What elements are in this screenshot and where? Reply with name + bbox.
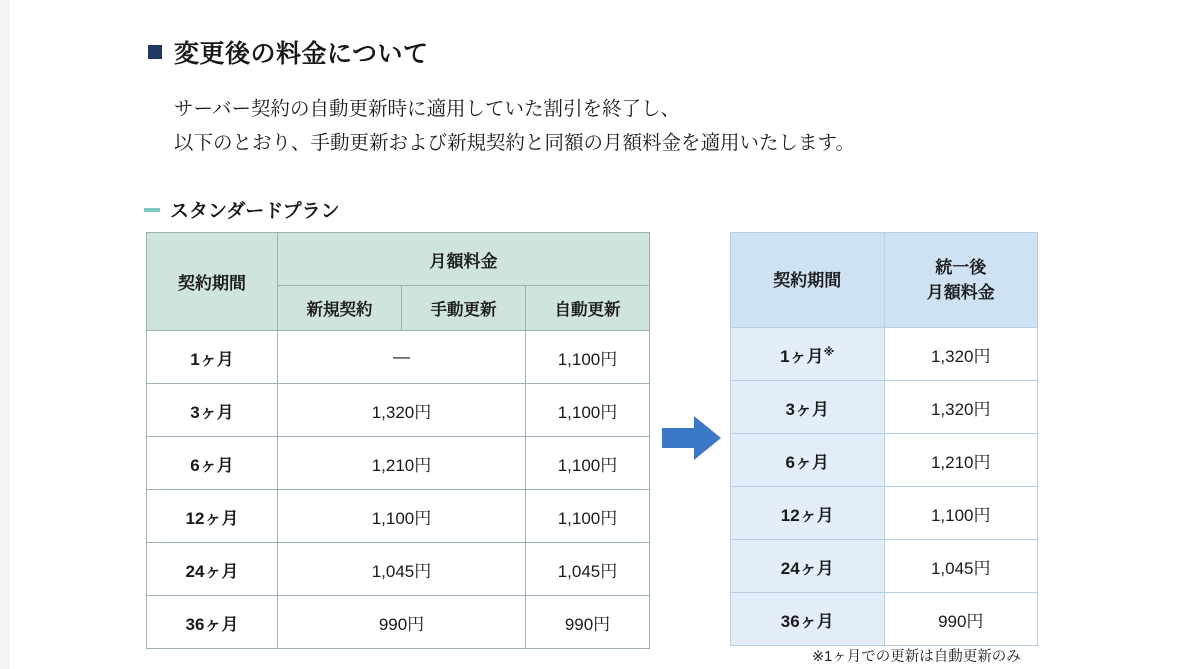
after-header-price-line2: 月額料金 [926,283,995,302]
after-cell-price: 1,210円 [884,434,1038,487]
after-cell-period [731,540,885,593]
table-row [147,543,650,596]
after-header-price [884,233,1038,328]
before-cell-new-manual: — [278,331,526,384]
lead-line-1: サーバー契約の自動更新時に適用していた割引を終了し、 [174,98,681,120]
after-cell-period-text: 12ヶ月 [780,505,834,525]
page-title-text: 変更後の料金について [174,40,429,68]
after-cell-period [731,434,885,487]
before-cell-new-manual: 1,045円 [278,543,526,596]
before-header-new: 新規契約 [278,286,402,331]
after-cell-period-text: 6ヶ月 [785,452,829,472]
table-row [147,490,650,543]
table-row [731,487,1038,540]
plan-label [144,196,340,223]
lead-line-2: 以下のとおり、手動更新および新規契約と同額の月額料金を適用いたします。 [174,132,855,154]
table-row [731,328,1038,381]
before-cell-auto: 1,100円 [526,384,650,437]
table-row [147,384,650,437]
before-cell-auto: 1,100円 [526,331,650,384]
before-price-table [146,232,650,649]
after-cell-price: 1,320円 [884,381,1038,434]
table-row [147,596,650,649]
footnote-text: ※1ヶ月での更新は自動更新のみ [812,649,1021,665]
after-header-period: 契約期間 [731,233,885,328]
before-cell-new-manual: 990円 [278,596,526,649]
footnote-mark: ※ [823,345,835,358]
before-table-body [147,331,650,649]
before-cell-auto: 1,100円 [526,437,650,490]
before-header-manual: 手動更新 [402,286,526,331]
after-table-body [731,328,1038,646]
after-cell-price: 990円 [884,593,1038,646]
after-cell-period-text: 36ヶ月 [780,611,834,631]
dash-icon [144,208,160,212]
before-cell-period: 3ヶ月 [147,384,278,437]
square-bullet-icon [148,45,162,59]
before-cell-period: 36ヶ月 [147,596,278,649]
table-row [147,331,650,384]
table-row [731,434,1038,487]
page-title [148,34,429,70]
after-cell-period [731,328,885,381]
table-row [731,381,1038,434]
before-table-header-row-1 [147,233,650,286]
before-header-auto: 自動更新 [526,286,650,331]
after-cell-period [731,593,885,646]
arrow-right-icon [662,414,722,462]
after-cell-period [731,381,885,434]
before-cell-period: 1ヶ月 [147,331,278,384]
before-cell-period: 24ヶ月 [147,543,278,596]
table-row [731,540,1038,593]
after-table-header-row [731,233,1038,328]
after-cell-period-text: 24ヶ月 [780,558,834,578]
after-cell-period-text: 3ヶ月 [785,399,829,419]
lead-paragraph [174,92,855,160]
table-row [731,593,1038,646]
after-cell-period-text: 1ヶ月 [780,346,824,366]
before-header-period: 契約期間 [147,233,278,331]
after-price-table [730,232,1038,646]
before-cell-new-manual: 1,210円 [278,437,526,490]
table-row [147,437,650,490]
after-header-price-line1: 統一後 [935,258,987,277]
after-cell-price: 1,045円 [884,540,1038,593]
before-cell-auto: 990円 [526,596,650,649]
plan-label-text: スタンダードプラン [170,201,340,222]
before-header-group: 月額料金 [278,233,650,286]
before-cell-new-manual: 1,100円 [278,490,526,543]
before-cell-new-manual: 1,320円 [278,384,526,437]
before-table-head [147,233,650,331]
before-cell-auto: 1,045円 [526,543,650,596]
after-cell-price: 1,100円 [884,487,1038,540]
after-table-head [731,233,1038,328]
after-cell-period [731,487,885,540]
before-cell-period: 12ヶ月 [147,490,278,543]
after-cell-price: 1,320円 [884,328,1038,381]
before-cell-auto: 1,100円 [526,490,650,543]
before-cell-period: 6ヶ月 [147,437,278,490]
